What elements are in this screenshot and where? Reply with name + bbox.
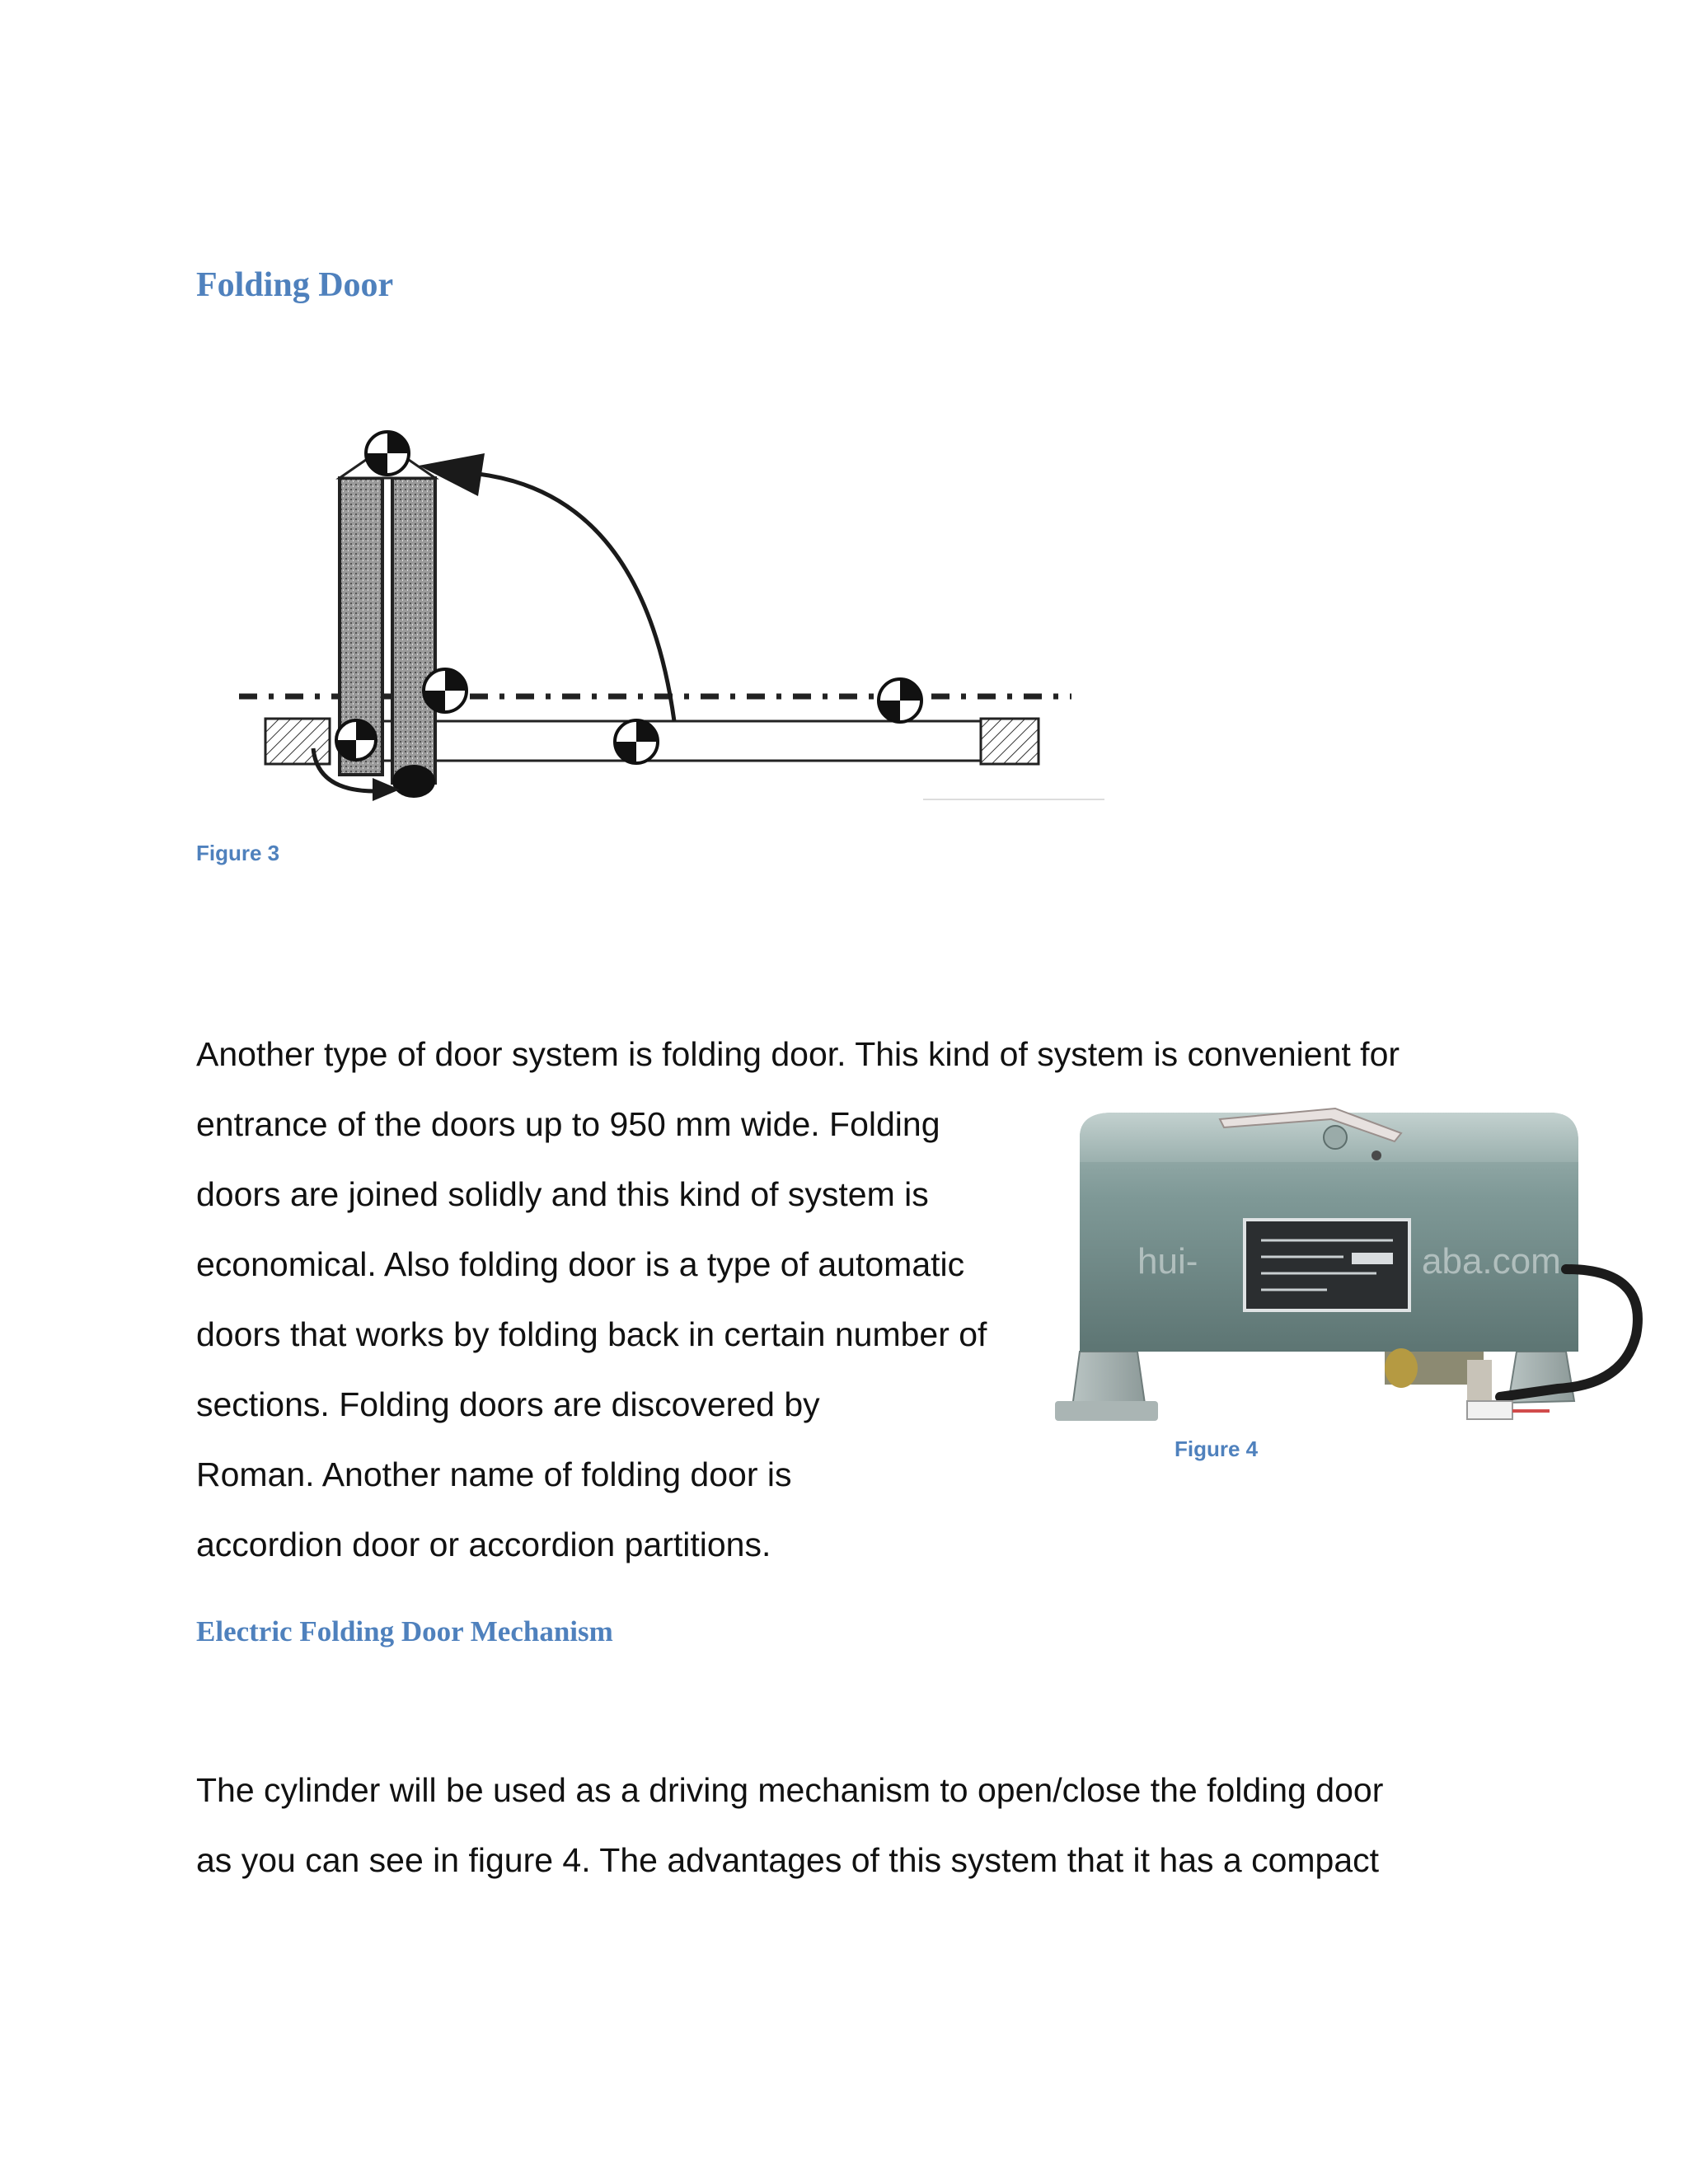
folding-door-diagram [231, 429, 1104, 808]
paragraph-line: economical. Also folding door is a type of automatic [196, 1245, 965, 1283]
paragraph-line: as you can see in figure 4. The advantages of this system that it has a compact [196, 1841, 1380, 1879]
paragraph-line: Another type of door system is folding door. This kind of system is convenient for [196, 1035, 1400, 1073]
section-title-folding-door: Folding Door [196, 266, 394, 304]
hinge-middle [615, 720, 658, 763]
paragraph-line: entrance of the doors up to 950 mm wide. Folding [196, 1105, 940, 1143]
section-title-electric-mechanism: Electric Folding Door Mechanism [196, 1615, 613, 1647]
hinge-right [879, 679, 921, 722]
paragraph-line: The cylinder will be used as a driving mechanism to open/close the folding door [196, 1771, 1384, 1809]
hinge-center-upper [424, 669, 467, 712]
hinge-left [336, 720, 376, 760]
photo-watermark-right: aba.com [1422, 1241, 1561, 1282]
door-panel-right [631, 721, 981, 761]
figure-4-caption: Figure 4 [1175, 1436, 1259, 1461]
left-wall [265, 719, 330, 764]
right-wall [981, 719, 1039, 764]
door-motor-photo [1055, 1104, 1665, 1451]
paragraph-line: Roman. Another name of folding door is [196, 1455, 792, 1493]
paragraph-line: accordion door or accordion partitions. [196, 1526, 771, 1563]
figure-3-caption: Figure 3 [196, 841, 280, 865]
motor-nameplate [1245, 1220, 1409, 1310]
paragraph-line: sections. Folding doors are discovered by [196, 1385, 820, 1423]
hinge-top [366, 432, 409, 475]
paragraph-line: doors are joined solidly and this kind of system is [196, 1175, 929, 1213]
paragraph-electric-mechanism [196, 1755, 1383, 1896]
folded-panel-2 [392, 478, 435, 783]
photo-watermark: hui- [1137, 1241, 1198, 1282]
paragraph-line: doors that works by folding back in certain number of [196, 1315, 987, 1353]
panel-bottom-cap [392, 765, 435, 798]
fold-arc-arrow [478, 474, 674, 721]
